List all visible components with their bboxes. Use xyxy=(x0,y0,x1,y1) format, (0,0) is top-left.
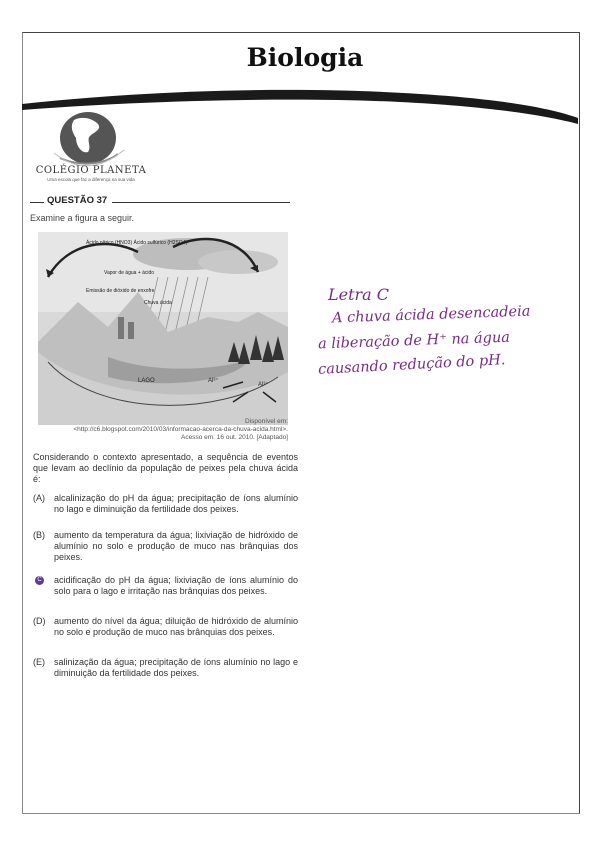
figure-label-ion: Al³⁺ xyxy=(208,378,219,384)
caption-line: Disponível em: xyxy=(245,418,288,425)
school-name: COLÉGIO PLANETA xyxy=(35,165,147,176)
figure-caption xyxy=(40,418,288,442)
option-letter: (E) xyxy=(33,657,45,667)
question-header xyxy=(30,195,290,209)
option-letter: (D) xyxy=(33,616,46,626)
option-text: acidificação do pH da água; lixiviação de íons alumínio do solo para o lago e irritação nas brânquias dos peixes. xyxy=(54,575,298,596)
option-text: aumento da temperatura da água; lixiviação de hidróxido de alumínio no solo e produção de muco nas brânquias dos peixes. xyxy=(54,530,298,562)
caption-line: Acesso em: 16 out. 2010. [Adaptado] xyxy=(181,434,288,441)
question-intro: Examine a figura a seguir. xyxy=(30,213,135,223)
school-logo-icon xyxy=(32,108,152,188)
option-letter: (B) xyxy=(33,530,45,540)
school-tagline: Uma escola que faz a diferença na sua vida xyxy=(47,177,135,182)
option-text: alcalinização do pH da água; precipitação de íons alumínio no lago e diminuição da fertilidade dos peixes. xyxy=(54,493,298,514)
divider xyxy=(30,202,44,203)
option-letter: (A) xyxy=(33,493,45,503)
figure-label-ion: Al³⁺ xyxy=(258,382,269,388)
figure-label-emissions: Emissão de dióxido de enxofre xyxy=(86,288,155,294)
question-number: QUESTÃO 37 xyxy=(47,195,108,206)
handwritten-line: a liberação de H⁺ na água xyxy=(317,329,511,353)
caption-line: <http://c6.blogspot.com/2010/03/informacao-acerca-da-chuva-acida.html>. xyxy=(73,426,288,433)
handwritten-line: causando redução do pH. xyxy=(317,352,506,378)
figure-label-gases: Ácido nítrico (HNO3) Ácido sulfúrico (H2SO4) xyxy=(86,240,188,246)
figure-label-lake: LAGO xyxy=(138,378,155,384)
option-text: aumento do nível da água; diluição de hidróxido de alumínio no solo e produção de muco nas brânquias dos peixes. xyxy=(54,616,298,637)
page-title: Biologia xyxy=(246,43,364,72)
acid-rain-figure xyxy=(38,232,288,425)
question-stem: Considerando o contexto apresentado, a sequência de eventos que levam ao declínio da população de peixes pela chuva ácida é: xyxy=(33,452,298,484)
figure-label-vapor: Vapor de água + ácido xyxy=(104,270,155,276)
divider xyxy=(112,202,290,203)
figure-label-rain: Chuva ácida xyxy=(144,300,172,306)
option-text: salinização da água; precipitação de íons alumínio no lago e diminuição da fertilidade dos peixes. xyxy=(54,657,298,678)
handwritten-line: A chuva ácida desencadeia xyxy=(331,303,531,327)
handwritten-line: Letra C xyxy=(328,285,390,304)
selected-option-mark: C xyxy=(35,576,44,585)
